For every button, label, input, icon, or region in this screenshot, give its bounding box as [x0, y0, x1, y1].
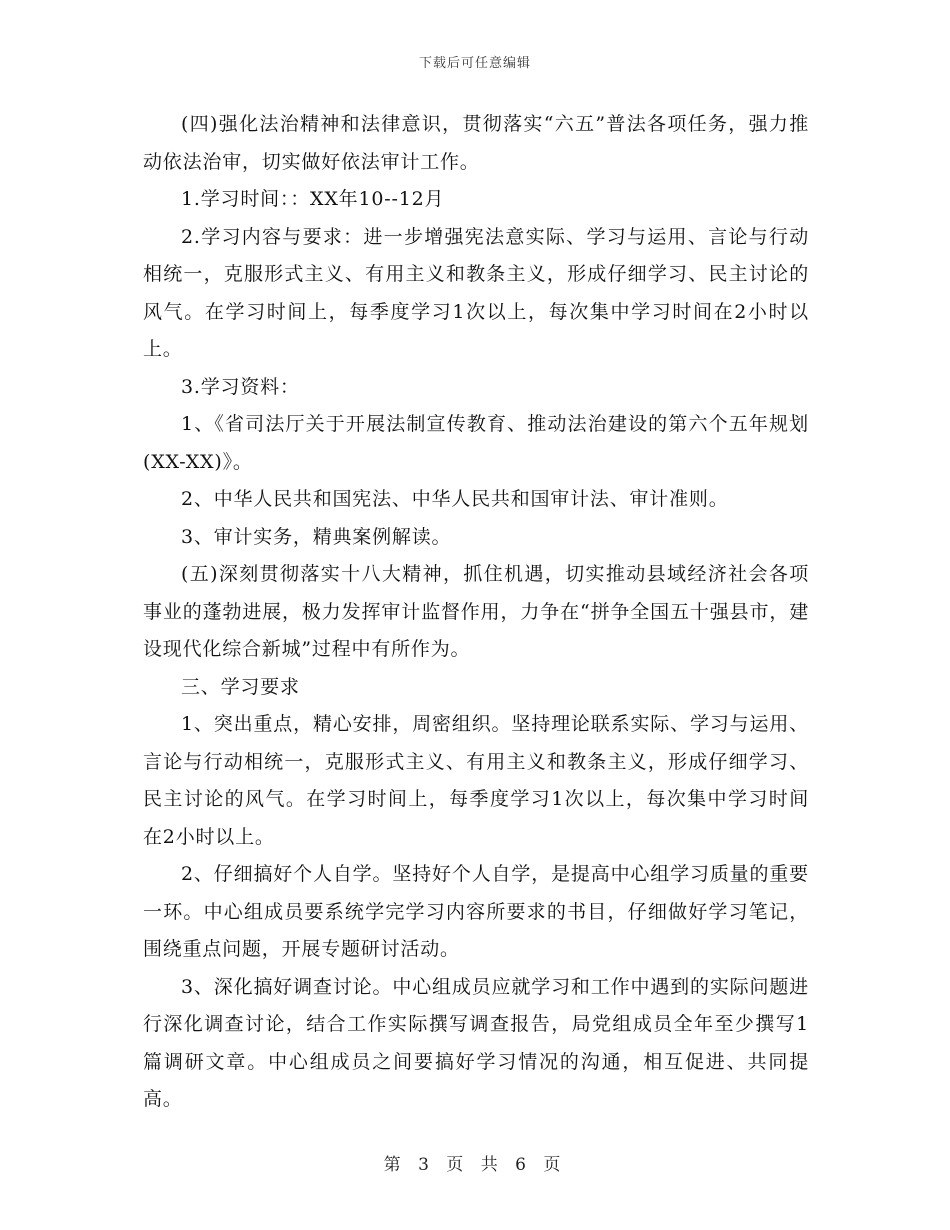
- paragraph-material-3: 3、审计实务，精典案例解读。: [181, 525, 452, 548]
- paragraph-study-time: 1.学习时间：：XX年10--12月: [181, 188, 445, 210]
- paragraph-study-materials: 3.学习资料：: [181, 375, 300, 398]
- paragraph-study-content: 2.学习内容与要求：进一步增强宪法意实际、学习与运用、言论与行动相统一，克服形式主义、有用主义和教条主义，形成仔细学习、民主讨论的风气。在学习时间上，每季度学习1次以上，每次集中学习时间在2小时以上。: [143, 225, 809, 360]
- paragraph-heading-requirements: 三、学习要求: [181, 675, 300, 698]
- paragraph-requirement-1: 1、突出重点，精心安排，周密组织。坚持理论联系实际、学习与运用、言论与行动相统一，克服形式主义、有用主义和教条主义，形成仔细学习、民主讨论的风气。在学习时间上，每季度学习1次以上，每次集中学习时间在2小时以上。: [143, 713, 809, 848]
- paragraph-requirement-2: 2、仔细搞好个人自学。坚持好个人自学，是提高中心组学习质量的重要一环。中心组成员要系统学完学习内容所要求的书目，仔细做好学习笔记，围绕重点问题，开展专题研讨活动。: [143, 863, 809, 960]
- document-body: [143, 106, 809, 1119]
- paragraph-material-1: 1、《省司法厅关于开展法制宣传教育、推动法治建设的第六个五年规划(XX-XX)》。: [143, 413, 809, 473]
- paragraph-section-five: (五)深刻贯彻落实十八大精神，抓住机遇，切实推动县域经济社会各项事业的蓬勃进展，极力发挥审计监督作用，力争在“拼争全国五十强县市，建设现代化综合新城”过程中有所作为。: [143, 563, 809, 660]
- page-header-note: 下载后可任意编辑: [418, 56, 531, 71]
- page-number: 第 3 页 共 6 页: [383, 1155, 567, 1175]
- paragraph-material-2: 2、中华人民共和国宪法、中华人民共和国审计法、审计准则。: [181, 488, 729, 510]
- paragraph-section-four: (四)强化法治精神和法律意识，贯彻落实“六五”普法各项任务，强力推动依法治审，切实做好依法审计工作。: [143, 113, 809, 173]
- paragraph-requirement-3: 3、深化搞好调查讨论。中心组成员应就学习和工作中遇到的实际问题进行深化调查讨论，结合工作实际撰写调查报告，局党组成员全年至少撰写1篇调研文章。中心组成员之间要搞好学习情况的沟通，相互促进、共同提高。: [143, 975, 809, 1110]
